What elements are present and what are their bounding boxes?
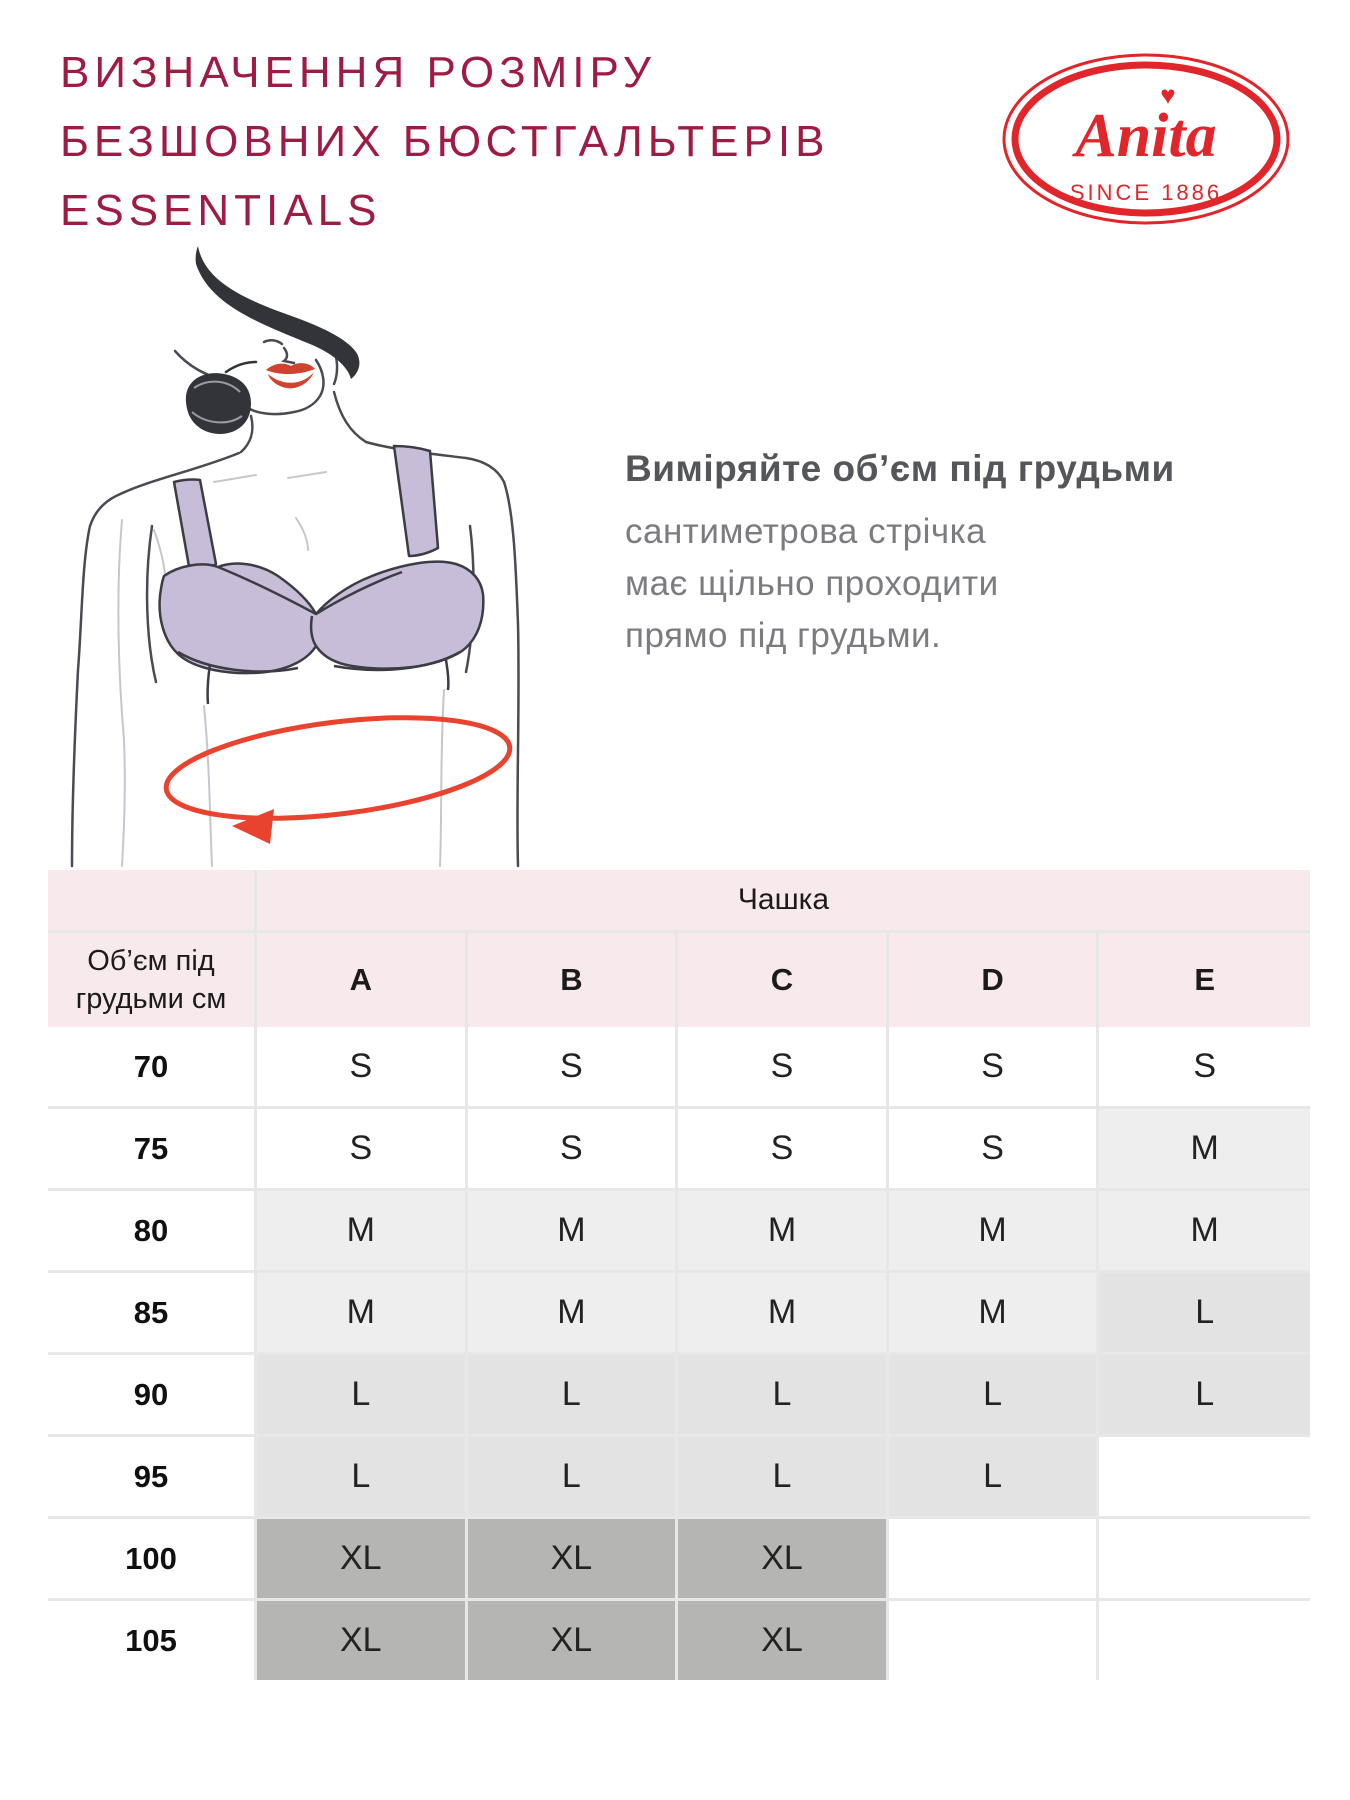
size-chart-row [48, 1519, 1310, 1601]
size-cell: L [678, 1437, 889, 1519]
lips-graphic [266, 363, 315, 388]
size-chart-row [48, 1601, 1310, 1680]
size-cell: S [889, 1109, 1100, 1191]
size-cell: M [889, 1191, 1100, 1273]
size-chart-table [48, 870, 1310, 1680]
measuring-tape-arrow [161, 701, 516, 844]
size-chart-row [48, 1109, 1310, 1191]
size-cell: XL [468, 1519, 679, 1601]
size-cell: L [1099, 1273, 1310, 1355]
table-corner-blank [48, 870, 257, 933]
cup-column-header-E: E [1099, 933, 1310, 1027]
underbust-cell: 70 [48, 1027, 257, 1109]
size-chart-row [48, 1191, 1310, 1273]
logo-wordmark: Anita [1075, 102, 1217, 170]
size-cell: S [678, 1109, 889, 1191]
size-cell: M [257, 1273, 468, 1355]
size-cell: M [678, 1191, 889, 1273]
cup-column-header-B: B [468, 933, 679, 1027]
size-cell: S [1099, 1027, 1310, 1109]
cup-column-header-C: C [678, 933, 889, 1027]
instruction-line: прямо під грудьми. [625, 616, 942, 655]
size-cell [1099, 1437, 1310, 1519]
title-line-2: БЕЗШОВНИХ БЮСТГАЛЬТЕРІВ [60, 117, 830, 166]
underbust-cell: 85 [48, 1273, 257, 1355]
size-cell: L [889, 1437, 1100, 1519]
size-cell: M [889, 1273, 1100, 1355]
size-cell: M [1099, 1109, 1310, 1191]
brand-logo [1000, 52, 1292, 226]
size-cell: XL [468, 1601, 679, 1680]
size-cell: XL [257, 1601, 468, 1680]
size-cell: S [468, 1027, 679, 1109]
size-chart-body [48, 1027, 1310, 1680]
size-chart-row [48, 1273, 1310, 1355]
size-cell: L [678, 1355, 889, 1437]
size-cell: M [257, 1191, 468, 1273]
cup-group-header: Чашка [257, 870, 1310, 933]
cup-column-header-A: A [257, 933, 468, 1027]
size-cell: M [678, 1273, 889, 1355]
underbust-column-header: Об’єм під грудьми см [48, 933, 257, 1027]
size-cell: S [468, 1109, 679, 1191]
size-cell [1099, 1519, 1310, 1601]
size-cell: L [468, 1355, 679, 1437]
size-cell: L [889, 1355, 1100, 1437]
size-cell: S [257, 1027, 468, 1109]
title-line-3: ESSENTIALS [60, 186, 382, 235]
size-cell: S [889, 1027, 1100, 1109]
size-cell: M [1099, 1191, 1310, 1273]
measurement-illustration [58, 220, 542, 870]
instruction-block [625, 448, 1185, 662]
size-cell: L [257, 1437, 468, 1519]
size-cell: XL [678, 1519, 889, 1601]
instruction-heading: Виміряйте об’єм під грудьми [625, 448, 1175, 489]
underbust-cell: 95 [48, 1437, 257, 1519]
underbust-cell: 100 [48, 1519, 257, 1601]
instruction-line: має щільно проходити [625, 564, 999, 603]
heart-icon: ♥ [1160, 80, 1176, 110]
instruction-line: сантиметрова стрічка [625, 512, 987, 551]
size-cell: XL [678, 1601, 889, 1680]
size-cell: S [257, 1109, 468, 1191]
size-chart-header [48, 870, 1310, 1027]
title-line-1: ВИЗНАЧЕННЯ РОЗМІРУ [60, 48, 656, 97]
underbust-cell: 75 [48, 1109, 257, 1191]
size-cell [889, 1519, 1100, 1601]
size-chart-row [48, 1437, 1310, 1519]
underbust-cell: 90 [48, 1355, 257, 1437]
size-cell [1099, 1601, 1310, 1680]
logo-tagline: SINCE 1886 [1069, 180, 1223, 205]
arrow-head-icon [232, 809, 274, 844]
size-chart-row [48, 1355, 1310, 1437]
underbust-cell: 80 [48, 1191, 257, 1273]
size-cell: S [678, 1027, 889, 1109]
bra-graphic [160, 446, 484, 704]
size-cell: XL [257, 1519, 468, 1601]
size-chart-row [48, 1027, 1310, 1109]
underbust-cell: 105 [48, 1601, 257, 1680]
size-cell [889, 1601, 1100, 1680]
cup-column-header-D: D [889, 933, 1100, 1027]
size-cell: L [257, 1355, 468, 1437]
size-cell: M [468, 1191, 679, 1273]
size-cell: L [1099, 1355, 1310, 1437]
size-cell: M [468, 1273, 679, 1355]
page-title [60, 38, 829, 245]
size-cell: L [468, 1437, 679, 1519]
